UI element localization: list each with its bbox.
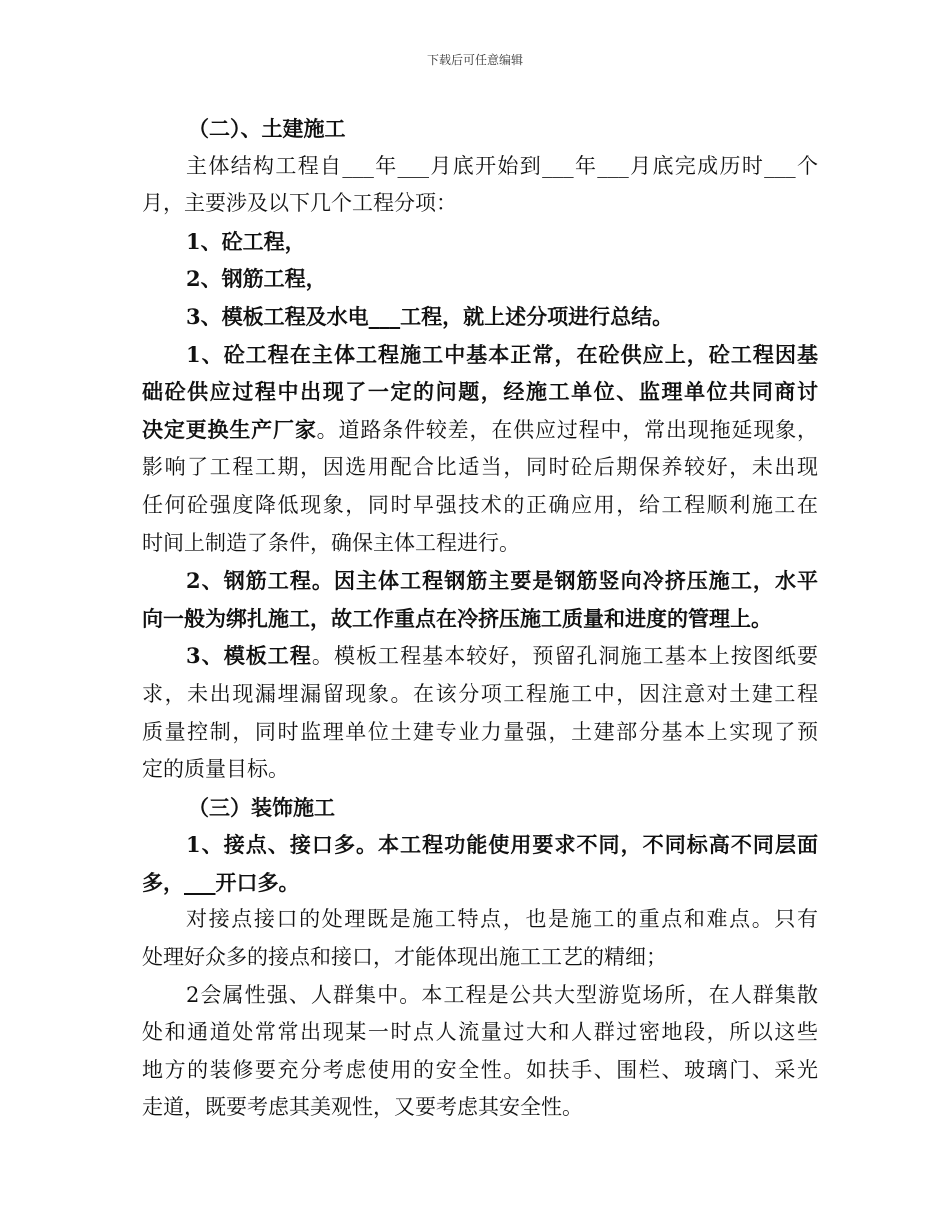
paragraph-line: 2、钢筋工程。因主体工程钢筋主要是钢筋竖向冷挤压施工，水平	[186, 568, 818, 594]
paragraph-line: 多，___开口多。	[142, 869, 300, 895]
section-heading-civil: （二）、土建施工	[188, 116, 346, 141]
list-item: 3、模板工程及水电___工程，就上述分项进行总结。	[186, 303, 674, 329]
list-item: 1、砼工程，	[186, 228, 306, 254]
paragraph-line	[142, 411, 818, 450]
paragraph-line: 影响了工程工期，因选用配合比适当，同时砼后期保养较好，未出现	[142, 455, 818, 480]
paragraph-line: 求，未出现漏埋漏留现象。在该分项工程施工中，因注意对土建工程	[142, 681, 818, 706]
paragraph-line: 地方的装修要充分考虑使用的安全性。如扶手、围栏、玻璃门、采光	[142, 1057, 818, 1082]
paragraph-line: 对接点接口的处理既是施工特点，也是施工的重点和难点。只有	[186, 907, 818, 932]
paragraph-line	[142, 637, 818, 676]
paragraph-line: 础砼供应过程中出现了一定的问题，经施工单位、监理单位共同商讨	[142, 379, 818, 405]
list-item: 2、钢筋工程，	[186, 266, 327, 292]
paragraph-line: 1、砼工程在主体工程施工中基本正常，在砼供应上，砼工程因基	[186, 341, 818, 367]
bold-run: 3、模板工程	[186, 643, 312, 669]
document-body	[142, 110, 818, 1127]
paragraph-line: 1、接点、接口多。本工程功能使用要求不同，不同标高不同层面	[186, 832, 818, 858]
paragraph-line: 处和通道处常常出现某一时点人流量过大和人群过密地段，所以这些	[142, 1020, 818, 1045]
section-heading-decoration: （三）装饰施工	[188, 794, 335, 820]
text-run: 。模板工程基本较好，预留孔洞施工基本上按图纸要	[311, 644, 818, 669]
text-run: 。道路条件较差，在供应过程中，常出现拖延现象，	[316, 417, 819, 442]
paragraph-line: 时间上制造了条件，确保主体工程进行。	[142, 530, 520, 555]
paragraph-line: 主体结构工程自___年___月底开始到___年___月底完成历时___个	[186, 153, 818, 178]
paragraph-line: 向一般为绑扎施工，故工作重点在冷挤压施工质量和进度的管理上。	[142, 605, 772, 631]
paragraph-line: 质量控制，同时监理单位土建专业力量强，土建部分基本上实现了预	[142, 719, 818, 744]
paragraph-line: 月，主要涉及以下几个工程分项：	[142, 191, 457, 216]
page-header: 下载后可任意编辑	[426, 53, 523, 67]
paragraph-line: 走道，既要考虑其美观性，又要考虑其安全性。	[142, 1095, 583, 1120]
bold-run: 决定更换生产厂家	[142, 416, 317, 442]
paragraph-line: 处理好众多的接点和接口，才能体现出施工工艺的精细；	[142, 945, 667, 970]
paragraph-line: 定的质量目标。	[142, 757, 289, 782]
paragraph-line: 任何砼强度降低现象，同时早强技术的正确应用，给工程顺利施工在	[142, 492, 818, 517]
paragraph-line: 2会属性强、人群集中。本工程是公共大型游览场所，在人群集散	[186, 982, 818, 1007]
